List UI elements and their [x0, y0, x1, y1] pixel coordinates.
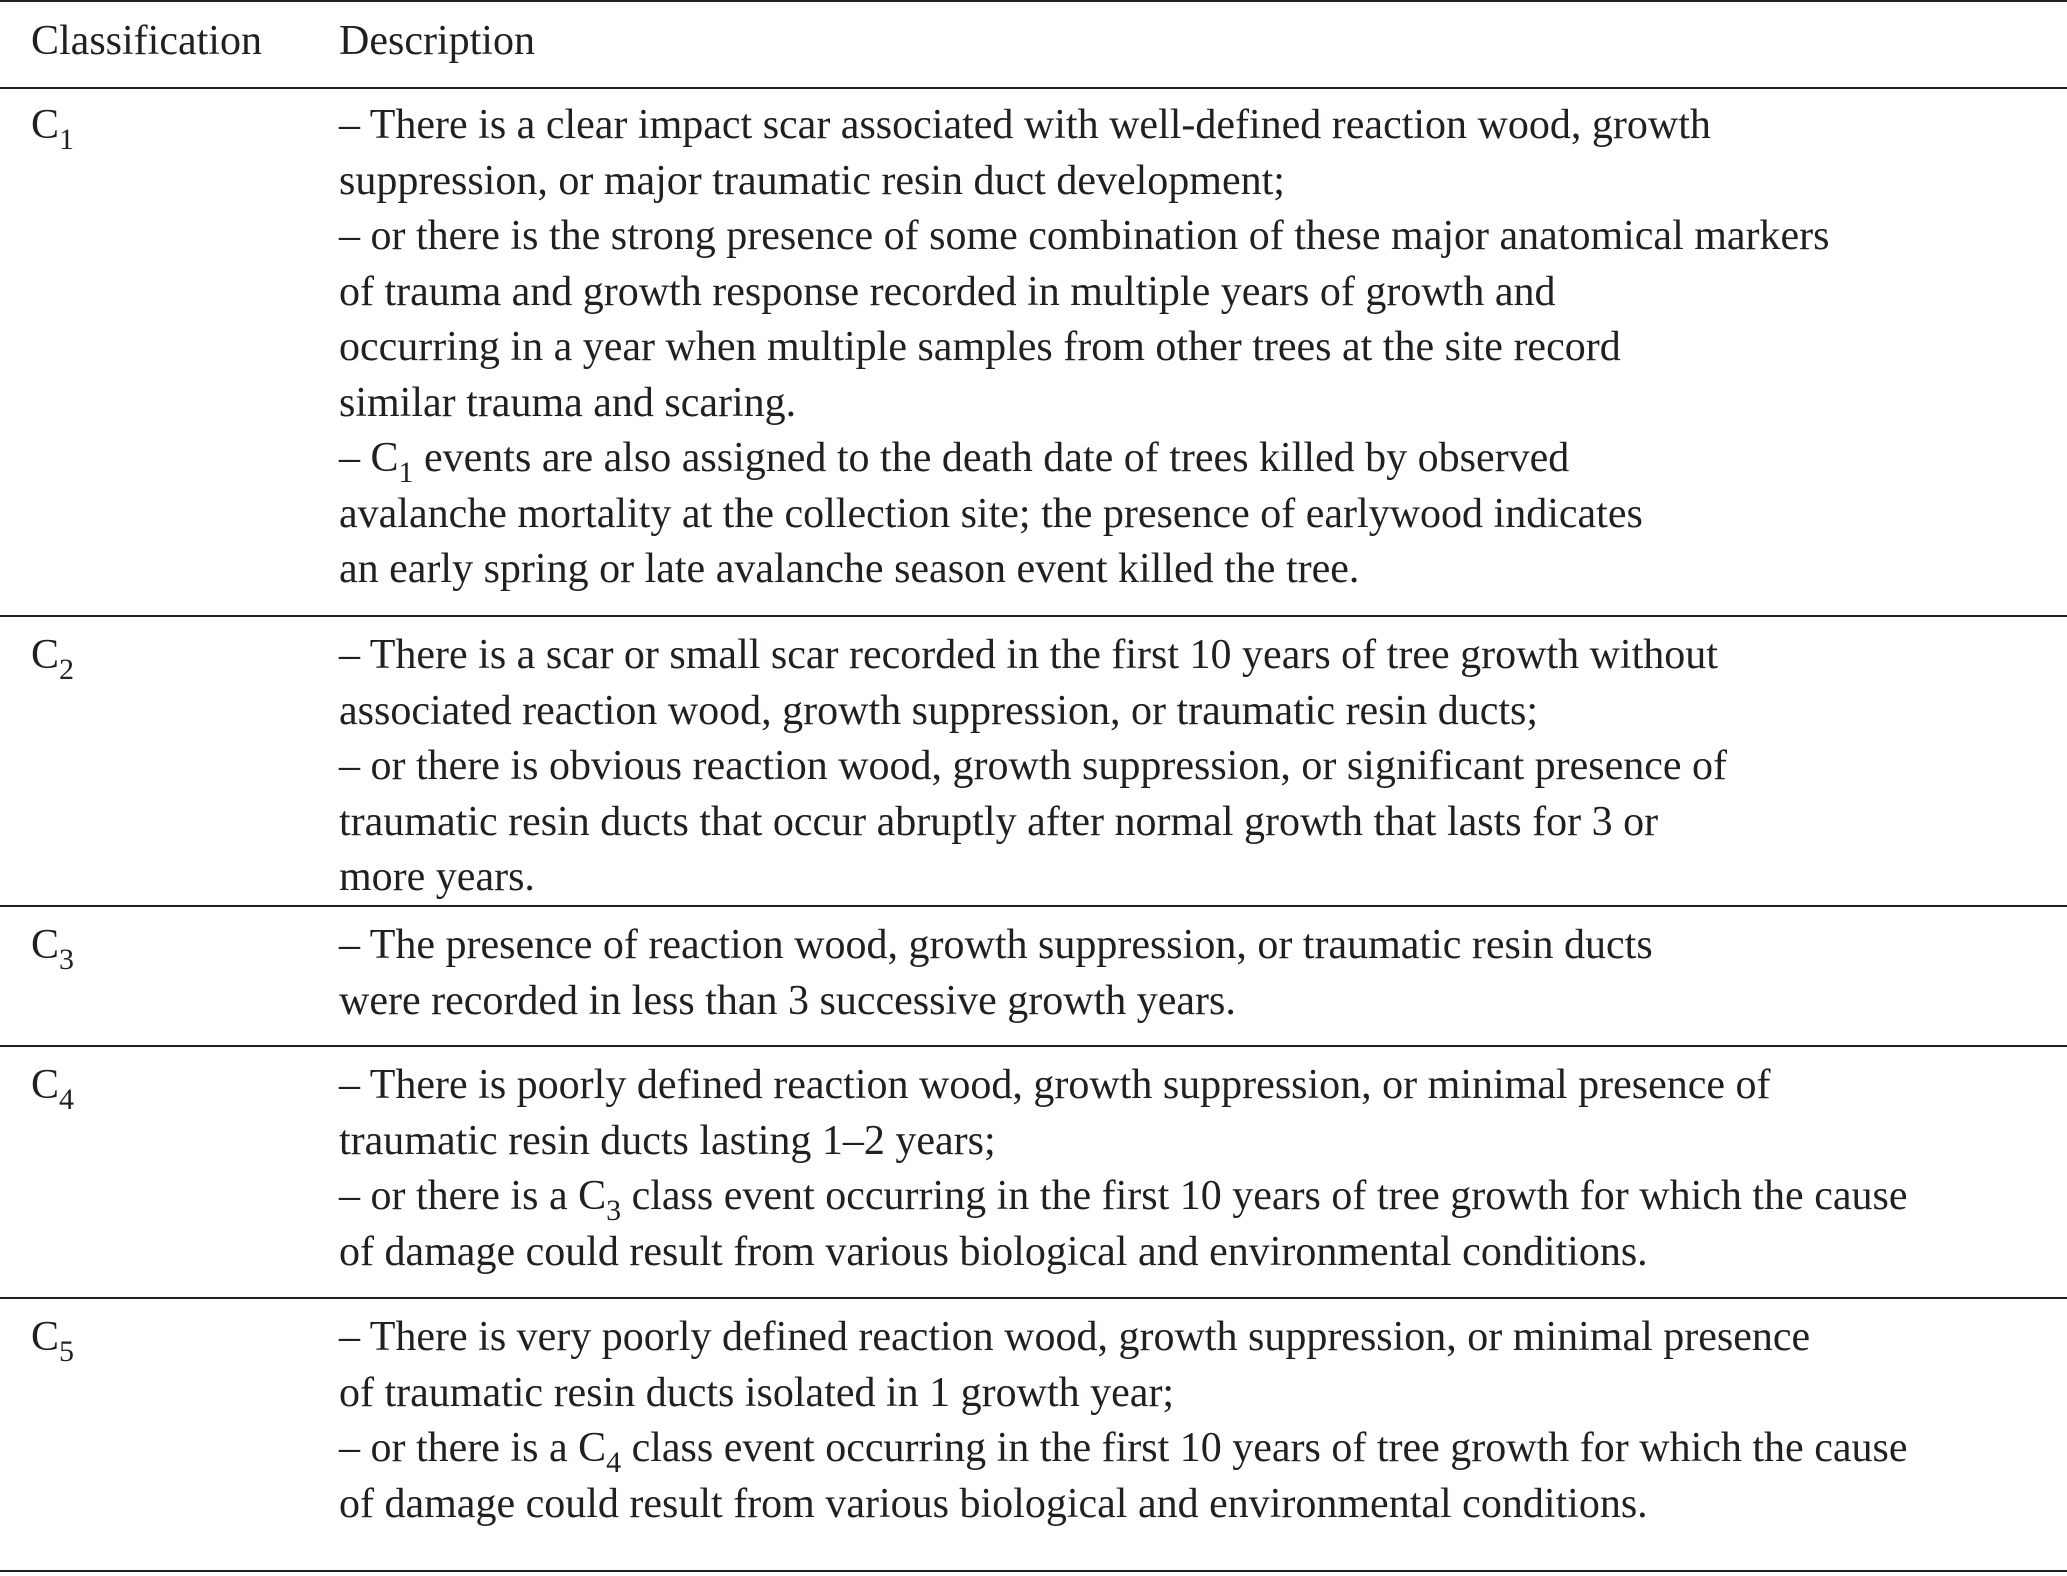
line-text: – There is a scar or small scar recorded in the first 10 years of tree growth without: [339, 632, 1718, 678]
line-text: of damage could result from various biological and environmental conditions.: [339, 1228, 1648, 1275]
description-line: [339, 98, 1830, 154]
line-text: of traumatic resin ducts isolated in 1 growth year;: [339, 1369, 1175, 1416]
header-description: Description: [339, 18, 535, 64]
description-line: [339, 1421, 1907, 1477]
description-line: [339, 1114, 1907, 1170]
line-text: suppression, or major traumatic resin duct development;: [339, 157, 1285, 204]
line-text: avalanche mortality at the collection site; the presence of earlywood indicates: [339, 490, 1643, 537]
class-subscript: 4: [59, 1083, 75, 1116]
line-text: traumatic resin ducts that occur abruptly after normal growth that lasts for 3 or: [339, 798, 1659, 845]
line-text: an early spring or late avalanche season event killed the tree.: [339, 546, 1360, 592]
description-line: [339, 1058, 1907, 1114]
inline-subscript: 3: [606, 1194, 622, 1227]
description-line: [339, 487, 1830, 543]
description-line: [339, 918, 1653, 974]
line-text: – C: [339, 435, 399, 481]
line-text: class event occurring in the first 10 years of tree growth for which the cause: [621, 1425, 1908, 1471]
line-text: – or there is the strong presence of some combination of these major anatomical markers: [339, 213, 1830, 259]
line-text: more years.: [339, 854, 535, 900]
line-text: traumatic resin ducts lasting 1–2 years;: [339, 1117, 996, 1164]
line-text: events are also assigned to the death date of trees killed by observed: [413, 435, 1570, 481]
class-subscript: 1: [59, 123, 75, 156]
line-text: – There is very poorly defined reaction wood, growth suppression, or minimal presence: [339, 1314, 1811, 1360]
description-cell-c5: [339, 1310, 1907, 1532]
line-text: – There is poorly defined reaction wood, growth suppression, or minimal presence of: [339, 1062, 1771, 1108]
row-rule: [0, 905, 2067, 907]
description-line: [339, 1366, 1907, 1422]
line-text: were recorded in less than 3 successive growth years.: [339, 977, 1236, 1024]
description-cell-c4: [339, 1058, 1907, 1280]
description-cell-c3: [339, 918, 1653, 1029]
class-cell-c4: [31, 1058, 74, 1114]
inline-subscript: 1: [398, 456, 414, 489]
description-line: [339, 684, 1727, 740]
row-rule: [0, 1297, 2067, 1299]
description-line: [339, 739, 1727, 795]
description-line: [339, 154, 1830, 210]
class-subscript: 3: [59, 943, 75, 976]
header-classification: Classification: [31, 18, 262, 64]
line-text: – There is a clear impact scar associated with well-defined reaction wood, growth: [339, 102, 1711, 148]
description-line: [339, 376, 1830, 432]
line-text: class event occurring in the first 10 years of tree growth for which the cause: [621, 1173, 1908, 1219]
description-line: [339, 1169, 1907, 1225]
description-cell-c1: [339, 98, 1830, 598]
description-line: [339, 320, 1830, 376]
line-text: associated reaction wood, growth suppression, or traumatic resin ducts;: [339, 687, 1539, 734]
class-letter: C: [31, 1314, 60, 1360]
description-line: [339, 209, 1830, 265]
line-text: occurring in a year when multiple samples from other trees at the site record: [339, 324, 1621, 370]
description-line: [339, 974, 1653, 1030]
class-letter: C: [31, 632, 60, 678]
top-rule: [0, 0, 2067, 2]
description-line: [339, 542, 1830, 598]
line-text: – The presence of reaction wood, growth suppression, or traumatic resin ducts: [339, 922, 1653, 968]
class-cell-c3: [31, 918, 74, 974]
description-cell-c2: [339, 628, 1727, 906]
inline-subscript: 4: [606, 1446, 622, 1479]
line-text: – or there is a C: [339, 1425, 607, 1471]
class-letter: C: [31, 1062, 60, 1108]
description-line: [339, 850, 1727, 906]
class-cell-c1: [31, 98, 74, 154]
line-text: – or there is a C: [339, 1173, 607, 1219]
description-line: [339, 1310, 1907, 1366]
description-line: [339, 628, 1727, 684]
row-rule: [0, 615, 2067, 617]
description-line: [339, 1225, 1907, 1281]
header-rule: [0, 87, 2067, 89]
description-line: [339, 795, 1727, 851]
line-text: of damage could result from various biological and environmental conditions.: [339, 1480, 1648, 1527]
description-line: [339, 1477, 1907, 1533]
class-letter: C: [31, 922, 60, 968]
line-text: of trauma and growth response recorded in multiple years of growth and: [339, 268, 1556, 315]
bottom-rule: [0, 1570, 2067, 1572]
class-subscript: 2: [59, 653, 75, 686]
class-letter: C: [31, 102, 60, 148]
line-text: similar trauma and scaring.: [339, 379, 797, 426]
class-subscript: 5: [59, 1335, 75, 1368]
class-cell-c2: [31, 628, 74, 684]
line-text: – or there is obvious reaction wood, growth suppression, or significant presence of: [339, 743, 1728, 789]
description-line: [339, 265, 1830, 321]
description-line: [339, 431, 1830, 487]
row-rule: [0, 1045, 2067, 1047]
class-cell-c5: [31, 1310, 74, 1366]
